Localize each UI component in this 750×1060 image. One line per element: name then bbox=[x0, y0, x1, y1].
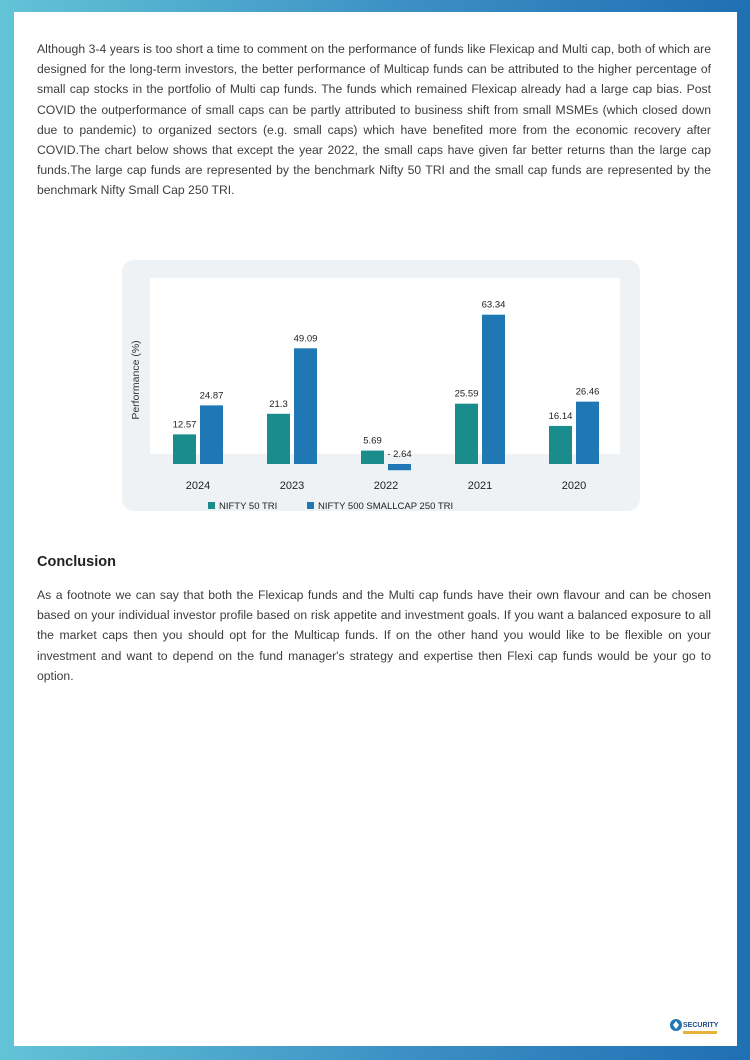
data-label: 5.69 bbox=[363, 435, 382, 447]
bar bbox=[482, 315, 505, 464]
legend-label: NIFTY 500 SMALLCAP 250 TRI bbox=[318, 501, 454, 511]
performance-chart bbox=[122, 260, 640, 511]
logo-text: SECURITY bbox=[683, 1022, 719, 1029]
bar bbox=[294, 348, 317, 464]
bar bbox=[173, 434, 196, 464]
data-label: 25.59 bbox=[454, 388, 479, 400]
y-axis-label: Performance (%) bbox=[130, 340, 142, 420]
x-tick-label: 2024 bbox=[185, 480, 211, 492]
bar bbox=[361, 451, 384, 464]
legend-label: NIFTY 50 TRI bbox=[219, 501, 278, 511]
bar bbox=[200, 405, 223, 464]
bar bbox=[455, 404, 478, 464]
section-heading: Conclusion bbox=[37, 554, 116, 570]
x-tick-label: 2022 bbox=[373, 480, 399, 492]
data-label: 16.14 bbox=[548, 410, 573, 422]
bar bbox=[549, 426, 572, 464]
chart-svg bbox=[122, 260, 640, 511]
conclusion-paragraph: As a footnote we can say that both the Flexicap funds and the Multi cap funds have their own flavour and can be chosen based on your individual investor profile based on risk appetite and investment goals. If you want a balanced exposure to all the market caps then you should opt for the Multicap funds. If on the other hand you would like to be flexible on your investment and want to depend on the fund manager's strategy and expertise then Flexi cap funds would be your go to option. bbox=[37, 588, 711, 683]
security-logo bbox=[669, 1016, 719, 1038]
bar bbox=[267, 414, 290, 464]
x-tick-label: 2020 bbox=[561, 480, 587, 492]
intro-paragraph: Although 3-4 years is too short a time to comment on the performance of funds like Flexicap and Multi cap, both of which are designed for the long-term investors, the better performance of Multicap funds can be attributed to the higher percentage of small cap stocks in the portfolio of Multi cap funds. The funds which remained Flexicap already had a large cap bias. Post COVID the outperformance of small caps can be partly attributed to business shift from small MSMEs (which closed down due to pandemic) to organized sectors (e.g. small caps) which have benefited more from the economic recovery after COVID.The chart below shows that except the year 2022, the small caps have given far better returns than the large cap funds.The large cap funds are represented by the benchmark Nifty 50 TRI and the small cap funds are represented by the benchmark Nifty Small Cap 250 TRI. bbox=[37, 42, 711, 198]
data-label: 63.34 bbox=[481, 299, 506, 311]
document-page bbox=[14, 12, 737, 1046]
legend-swatch bbox=[307, 502, 314, 509]
data-label: 12.57 bbox=[172, 419, 197, 431]
x-tick-label: 2023 bbox=[279, 480, 305, 492]
data-label: 26.46 bbox=[575, 386, 600, 398]
bar bbox=[388, 464, 411, 470]
legend-swatch bbox=[208, 502, 215, 509]
data-label: 24.87 bbox=[199, 390, 224, 402]
data-label: 49.09 bbox=[293, 333, 318, 345]
data-label: - 2.64 bbox=[387, 449, 412, 460]
bar bbox=[576, 402, 599, 464]
x-tick-label: 2021 bbox=[467, 480, 493, 492]
data-label: 21.3 bbox=[269, 398, 288, 410]
